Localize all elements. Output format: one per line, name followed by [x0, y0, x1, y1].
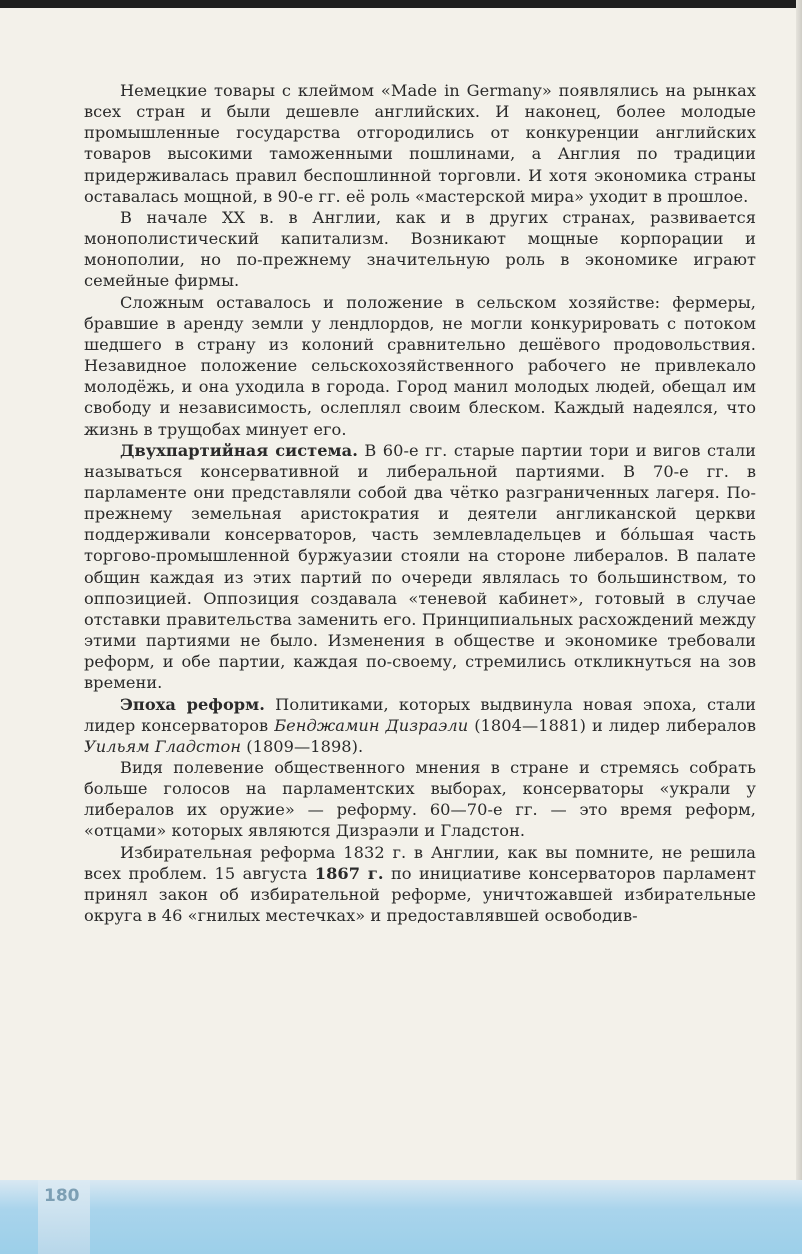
heading-two-party-system: Двухпартийная система.: [120, 440, 358, 460]
reforms-text-2: (1804—1881) и лидер либералов: [468, 715, 757, 735]
year-1867: 1867 г.: [314, 863, 384, 883]
electoral-text-1: Избирательная реформа 1832 г. в Англии, как вы помните, не решила всех проблем. 15 августа: [84, 842, 756, 883]
reforms-text-1: Политиками, которых выдвинула новая эпоха, стали лидер консерваторов: [84, 694, 756, 735]
name-disraeli: Бенджамин Дизраэли: [274, 715, 469, 735]
reforms-text-3: (1809—1898).: [241, 736, 364, 756]
name-gladstone: Уильям Гладстон: [84, 736, 242, 756]
page-top-edge: [0, 0, 802, 8]
paragraph-agriculture: Сложным оставалось и положение в сельском хозяйстве: фермеры, бравшие в аренду земли у лендлордов, не могли конкурировать с потоком шедшего в страну из колоний сравнительно дешёвого продовольствия. Незавидное положение сельскохозяйственного рабочего не привлекало молодёжь, и она уходила в города. Город манил молодых людей, обещал им свободу и независимость, ослеплял своим блеском. Каждый надеялся, что жизнь в трущобах минует его.: [84, 292, 756, 439]
paragraph-era-of-reforms: [84, 694, 756, 757]
paragraph-electoral-reform: [84, 842, 756, 927]
heading-era-of-reforms: Эпоха реформ.: [120, 694, 265, 714]
paragraph-monopoly-capitalism: В начале XX в. в Англии, как и в других странах, развивается монополистический капитализм. Возникают мощные корпорации и монополии, но по-прежнему значительную роль в экономике играют семейные фирмы.: [84, 207, 756, 291]
electoral-text-2: по инициативе консерваторов парламент принял закон об избирательной реформе, уничтожавшей избирательные округа в 46 «гнилых местечках» и предоставлявшей освободив-: [84, 863, 756, 926]
paragraph-conservatives: Видя полевение общественного мнения в стране и стремясь собрать больше голосов на парламентских выборах, консерваторы «украли у либералов их оружие» — реформу. 60—70-е гг. — это время реформ, «отцами» которых являются Дизраэли и Гладстон.: [84, 758, 756, 841]
paragraph-made-in-germany: Немецкие товары с клеймом «Made in Germany» появлялись на рынках всех стран и были дешевле английских. И наконец, более молодые промышленные государства отгородились от конкуренции английских товаров высокими таможенными пошлинами, а Англия по традиции придерживалась правил беспошлинной торговли. И хотя экономика страны оставалась мощной, в 90-е гг. её роль «мастерской мира» уходит в прошлое.: [84, 81, 756, 206]
two-party-text: В 60-е гг. старые партии тори и вигов стали называться консервативной и либеральной партиями. В 70-е гг. в парламенте они представляли собой два чётко разграниченных лагеря. По-прежнему земельная аристократия и деятели англиканской церкви поддерживали консерваторов, часть землевладельцев и бóльшая часть торгово-промышленной буржуазии стояли на стороне либералов. В палате общин каждая из этих партий по очереди являлась то большинством, то оппозицией. Оппозиция создавала «теневой кабинет», готовый в случае отставки правительства заменить его. Принципиальных расхождений между этими партиями не было. Изменения в обществе и экономике требовали реформ, и обе партии, каждая по-своему, стремились откликнуться на зов времени.: [84, 440, 757, 693]
footer-band: [0, 1180, 802, 1254]
page-right-edge: [796, 0, 802, 1254]
page-number: 180: [44, 1186, 80, 1206]
paragraph-two-party-system: [84, 440, 756, 694]
main-text: [84, 80, 756, 926]
